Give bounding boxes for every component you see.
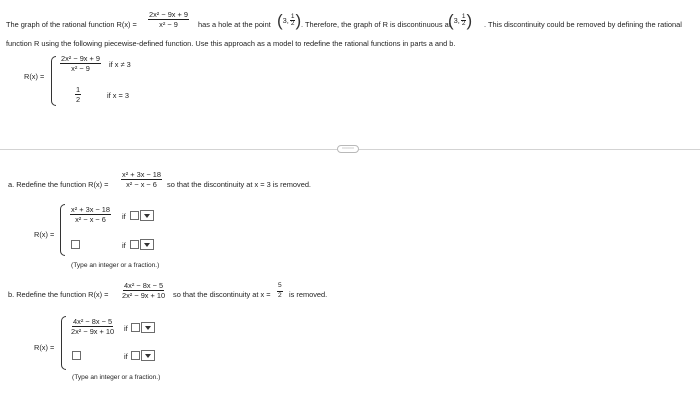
part-a-hint: (Type an integer or a fraction.) [71, 262, 160, 269]
fraction-numerator: x² + 3x − 18 [122, 170, 162, 179]
piece-case-1-condition: if x ≠ 3 [109, 60, 131, 69]
part-b-lhs: R(x) = [34, 343, 55, 352]
part-a-condition-2-input[interactable] [130, 240, 139, 249]
intro-text-1: The graph of the rational function R(x) = [6, 20, 137, 29]
close-paren: ) [295, 11, 302, 30]
part-b-if-2: if [124, 352, 128, 361]
fraction-denominator: 2 [278, 291, 282, 299]
fraction-denominator: x² − x − 6 [75, 215, 106, 225]
part-b-if-1: if [124, 324, 128, 333]
part-b-function-fraction [122, 282, 165, 300]
intro-text-3: . Therefore, the graph of R is discontinuous at [301, 20, 451, 29]
part-b-condition-1-input[interactable] [131, 323, 140, 332]
part-b-prompt: b. Redefine the function R(x) = [8, 290, 109, 299]
fraction-numerator: 2x² − 9x + 9 [149, 10, 189, 19]
fraction-denominator: x² − 9 [71, 64, 90, 74]
part-b-suffix-1: so that the discontinuity at x = [173, 290, 271, 299]
fraction-denominator: 2 [461, 20, 466, 27]
fraction-numerator: x² + 3x − 18 [71, 205, 111, 214]
fraction-denominator: 2x² − 9x + 10 [71, 327, 115, 337]
part-b-condition-1-dropdown[interactable] [141, 322, 155, 333]
part-b-condition-2-dropdown[interactable] [141, 350, 155, 361]
part-a-condition-1-dropdown[interactable] [140, 210, 154, 221]
discontinuity-point [448, 12, 472, 29]
intro-line-2: function R using the following piecewise-defined function. Use this approach as a model to redefine the rational functions in parts a and b. [6, 39, 456, 48]
fraction-denominator: x² − 9 [159, 20, 178, 30]
hole-point-x: 3, [282, 16, 289, 25]
hole-point [277, 12, 301, 29]
part-b-case-1-fraction [71, 318, 114, 336]
discontinuity-point-x: 3, [453, 16, 460, 25]
part-a-value-2-input[interactable] [71, 240, 80, 249]
part-a-function-fraction [121, 171, 162, 189]
part-a-brace [60, 204, 65, 256]
fraction-numerator: 4x² − 8x − 5 [124, 281, 164, 290]
piecewise-lhs: R(x) = [24, 72, 45, 81]
fraction-denominator: 2x² − 9x + 10 [122, 291, 166, 301]
part-b-condition-2-input[interactable] [131, 351, 140, 360]
part-a-condition-1-input[interactable] [130, 211, 139, 220]
part-b-suffix-2: is removed. [289, 290, 328, 299]
open-paren: ( [448, 11, 454, 30]
part-a-if-1: if [122, 212, 126, 221]
piece-case-2-fraction [75, 86, 81, 104]
piece-case-2-condition: if x = 3 [107, 91, 129, 100]
open-paren: ( [277, 11, 283, 30]
part-a-suffix: so that the discontinuity at x = 3 is removed. [167, 180, 311, 189]
fraction-denominator: 2 [76, 95, 81, 105]
piece-case-1-fraction [60, 55, 101, 73]
fraction-numerator: 2x² − 9x + 9 [61, 54, 101, 63]
part-b-value-2-input[interactable] [72, 351, 81, 360]
part-a-condition-2-dropdown[interactable] [140, 239, 154, 250]
fraction-denominator: 2 [290, 20, 295, 27]
piecewise-brace [51, 56, 56, 106]
part-b-x-fraction [277, 283, 283, 299]
part-a-if-2: if [122, 241, 126, 250]
part-b-brace [61, 316, 66, 370]
part-a-case-1-fraction [70, 206, 111, 224]
fraction-numerator: 1 [76, 85, 81, 94]
fraction-numerator: 5 [277, 283, 283, 292]
fraction-numerator: 1 [461, 12, 466, 20]
fraction-numerator: 4x² − 8x − 5 [73, 317, 113, 326]
intro-text-4: . This discontinuity could be removed by defining the rational [484, 20, 682, 29]
part-a-lhs: R(x) = [34, 230, 55, 239]
intro-rational-fraction [148, 11, 189, 29]
part-a-prompt: a. Redefine the function R(x) = [8, 180, 109, 189]
intro-text-2: has a hole at the point [198, 20, 271, 29]
expand-more-button[interactable]: ⋯⋯ [337, 145, 359, 153]
part-b-hint: (Type an integer or a fraction.) [72, 374, 161, 381]
fraction-denominator: x² − x − 6 [126, 180, 157, 190]
fraction-numerator: 1 [290, 12, 295, 20]
close-paren: ) [466, 11, 473, 30]
